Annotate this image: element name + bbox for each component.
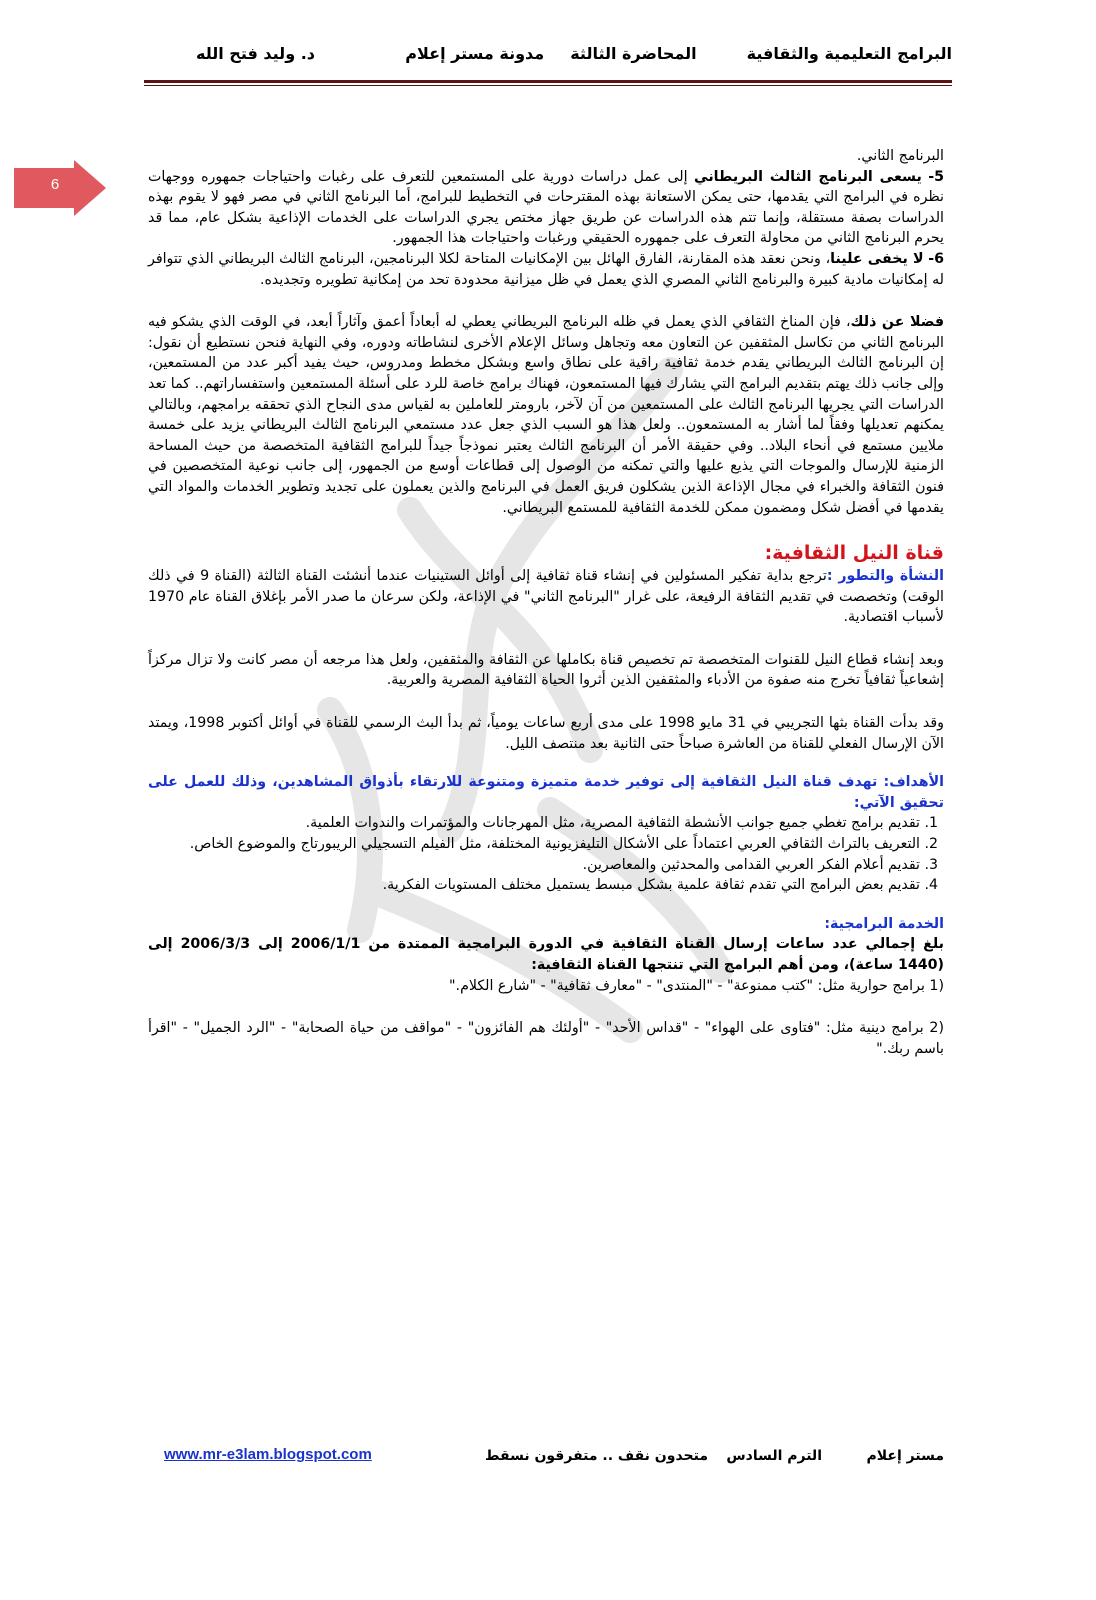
list-item: 3. تقديم أعلام الفكر العربي القدامى والمحدثين والمعاصرين. [148, 855, 920, 876]
section-title-nile: قناة النيل الثقافية: [764, 542, 944, 565]
list-item: 1. تقديم برامج تغطي جميع جوانب الأنشطة الثقافية المصرية، مثل المهرجانات والمؤتمرات والندوات العلمية. [148, 813, 920, 834]
bold-lead: يسعى البرنامج الثالث البريطاني [694, 168, 922, 185]
list-item: 4. تقديم بعض البرامج التي تقدم ثقافة علمية بشكل مبسط يستميل مختلف المستويات الفكرية. [148, 875, 920, 896]
footer-master: مستر إعلام [866, 1448, 944, 1464]
paragraph-origin: النشأة والتطور :ترجع بداية تفكير المسئولين في إنشاء قناة ثقافية إلى أوائل الستينيات عندما أنشئت القناة الثالثة (القناة 9 في ذلك الوقت) وتخصصت في تقديم الثقافة الرفيعة، على غرار "البرنامج الثاني" في الإذاعة، ولكن سرعان ما صدر الأمر بإغلاق القناة عام 1970 لأسباب اقتصادية. [148, 568, 944, 626]
paragraph: البرنامج الثاني. [856, 148, 944, 164]
header-rule [144, 80, 952, 83]
footer-term: الترم السادس [726, 1448, 822, 1464]
blog-name: مدونة مستر إعلام [405, 44, 545, 63]
paragraph-point-6: 6- لا يخفى علينا، ونحن نعقد هذه المقارنة، الفارق الهائل بين الإمكانيات المتاحة لكلا البرنامجين، البرنامج الثالث البريطاني الذي تتوافر له إمكانيات مادية كبيرة والبرنامج الثاني المصري الذي يعمل في ظل ميزانية محدودة تحد من إمكانية تطويره وتجديده. [148, 250, 945, 288]
author-name: د. وليد فتح الله [196, 44, 315, 63]
origin-label: النشأة والتطور : [826, 568, 944, 585]
footer-url-link[interactable]: www.mr-e3lam.blogspot.com [164, 1446, 372, 1463]
paragraph-point-5: 5- يسعى البرنامج الثالث البريطاني إلى عمل دراسات دورية على المستمعين للتعرف على رغبات واحتياجات جمهوره ووجهات نظره في البرامج التي يقدمها، حتى يمكن الاستعانة بهذه المقترحات في التخطيط للبرامج، أما البرنامج الثاني في مصر فهو لا يقوم بهذه الدراسات بصفة مستقلة، وإنما تتم هذه الدراسات عن طريق جهاز مختص يجري الدراسات على الخدمات الإذاعية بشكل عام، مما قد يحرم البرنامج الثاني من محاولة التعرف على جمهوره الحقيقي ورغبات واحتياجات هذا الجمهور. [148, 168, 944, 247]
course-title: البرامج التعليمية والثقافية [746, 44, 952, 63]
page-number: 6 [50, 176, 60, 193]
service-item-1: (1 برامج حوارية مثل: "كتب ممنوعة" - "المنتدى" - "معارف ثقافية" - "شارع الكلام." [449, 977, 944, 994]
document-body [148, 146, 944, 1059]
header-rule-thin [144, 85, 952, 86]
page-header [196, 44, 952, 63]
service-summary: بلغ إجمالي عدد ساعات إرسال القناة الثقافية في الدورة البرامجية الممتدة من 2006/1/1 إلى 2006/3/3 إلى (1440 ساعة)، ومن أهم البرامج التي تنتجها القناة الثقافية: [148, 936, 944, 973]
paragraph-furthermore: فضلا عن ذلك، فإن المناخ الثقافي الذي يعمل في ظله البرنامج البريطاني يعطي له أبعاداً أعمق وآثاراً أبعد، في الوقت الذي يشكو فيه البرنامج الثاني من تكاسل المثقفين عن التعاون معه وتجاهل وسائل الإعلام الأخرى لنشاطاته ودوره، وفي النهاية فنحن نستطيع أن نقول: إن البرنامج الثالث البريطاني يقدم خدمة ثقافية راقية على نطاق واسع وبشكل مخطط ومدروس، حيث يفيد أكبر عدد من المستمعين، وإلى جانب ذلك يهتم بتقديم البرامج التي يشارك فيها المستمعون، فهناك برامج خاصة للرد على أسئلة المستمعين واستفساراتهم.. كما تعد الدراسات التي يجريها البرنامج الثالث على المستمعين من آن لآخر، بارومتر للعاملين به لقياس مدى النجاح الذي تحققه برامجهم، وبالتالي يمكنهم تعديلها وفقاً لما أشار به المستمعون.. ولعل هذا هو السبب الذي جعل عدد مستمعي البرنامج الثالث البريطاني يزيد على خمسة ملايين مستمع في أنحاء البلاد.. وفي حقيقة الأمر أن البرنامج الثالث يعتبر نموذجاً جيداً للبرامج الثقافية المتخصصة من حيث المساحة الزمنية للإرسال والموجات التي يذيع عليها والتي تمكنه من الوصول إلى قطاعات أوسع من الجمهور، إلى جانب نوعية المتخصصين في فنون الثقافة والخبراء في مجال الإذاعة الذين يشكلون فريق العمل في البرنامج والذين يعملون على تجديد وتطوير الخدمات والمواد التي يقدمها في أفضل شكل ومضمون ممكن للخدمة الثقافية للمستمع البريطاني. [148, 314, 944, 516]
bold-lead: لا يخفى علينا [830, 250, 924, 267]
goals-list [148, 813, 944, 895]
list-item: 2. التعريف بالتراث الثقافي العربي اعتماداً على الأشكال التليفزيونية المختلفة، مثل الفيلم التسجيلي الريبورتاج والموضوع الخاص. [148, 834, 920, 855]
footer-slogan: متحدون نقف .. متفرقون نسقط [485, 1448, 708, 1464]
section-title-service: الخدمة البرامجية: [824, 915, 944, 932]
page-footer [164, 1448, 944, 1472]
paragraph-sector: وبعد إنشاء قطاع النيل للقنوات المتخصصة تم تخصيص قناة بكاملها عن الثقافة والمثقفين، ولعل هذا مرجعه أن مصر كانت ولا تزال مركزاً إشعاعياً ثقافياً تخرج منه صفوة من الأدباء والمثقفين الذين أثروا الحياة الثقافية المصرية والعربية. [148, 651, 944, 689]
goals-intro: الأهداف: تهدف قناة النيل الثقافية إلى توفير خدمة متميزة ومتنوعة للارتقاء بأذواق المشاهدين، وذلك للعمل على تحقيق الآتي: [148, 774, 944, 811]
bold-lead: فضلا عن ذلك [850, 314, 944, 331]
paragraph-start: وقد بدأت القناة بثها التجريبي في 31 مايو 1998 على مدى أربع ساعات يومياً، ثم بدأ البث الرسمي للقناة في أوائل أكتوبر 1998، ويمتد الآن الإرسال الفعلي للقناة من العاشرة صباحاً حتى الثانية بعد منتصف الليل. [148, 715, 944, 752]
lecture-label: المحاضرة الثالثة [570, 44, 697, 63]
service-item-2: (2 برامج دينية مثل: "فتاوى على الهواء" - "قداس الأحد" - "أولئك هم الفائزون" - "مواقف من حياة الصحابة" - "الرد الجميل" - "اقرأ باسم ربك." [148, 1020, 944, 1057]
